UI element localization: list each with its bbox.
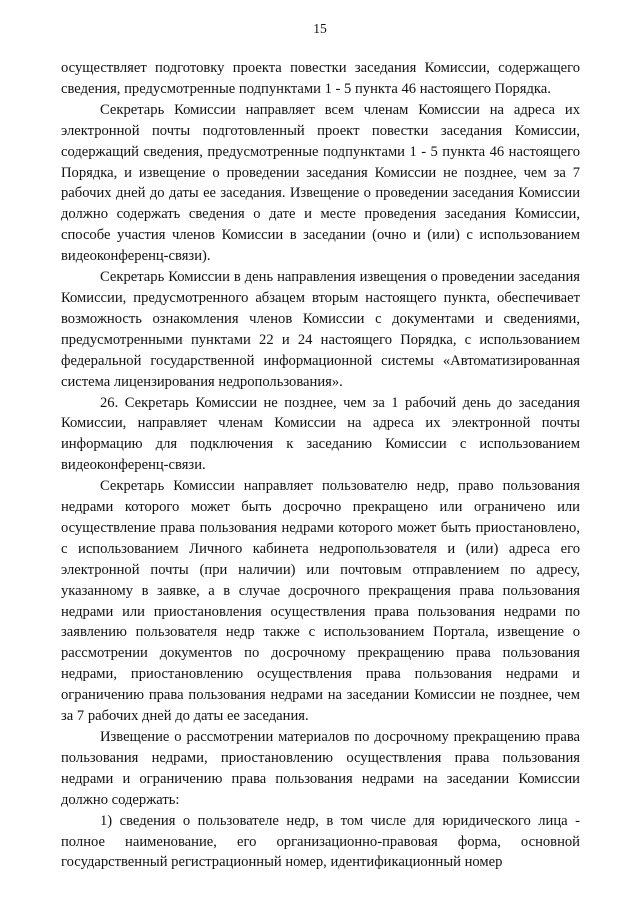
page-number: 15 bbox=[313, 21, 327, 36]
paragraph-list-item-1: 1) сведения о пользователе недр, в том числе для юридического лица - полное наименование, его организационно-правовая форма, основной государственный регистрационный номер, идентификационный номер bbox=[61, 812, 580, 871]
paragraph-agenda-notice: Секретарь Комиссии направляет всем членам Комиссии на адреса их электронной почты подготовленный проект повестки заседания Комиссии, содержащий сведения, предусмотренные подпунктами 1 - 5 пункта 46 настоящего Порядка, и извещение о проведении заседания Комиссии не позднее, чем за 7 рабочих дней до даты ее заседания. Извещение о проведении заседания Комиссии должно содержать сведения о дате и месте проведения заседания Комиссии, способе участия членов Комиссии в заседании (очно и (или) с использованием видеоконференц-связи). bbox=[61, 101, 580, 265]
paragraph-user-notice: Секретарь Комиссии направляет пользователю недр, право пользования недрами которого может быть досрочно прекращено или ограничено или осуществление права пользования недрами которого может быть приостановлено, с использованием Личного кабинета недропользователя и (или) адреса его электронной почты (при наличии) или почтовым отправлением по адресу, указанному в заявке, а в случае досрочного прекращения права пользования недрами или приостановления осуществления права пользования недрами по заявлению пользователя недр также с использованием Портала, извещение о рассмотрении документов по досрочному прекращению права пользования недрами, приостановлению осуществления права пользования недрами и ограничению права пользования недрами на заседании Комиссии не позднее, чем за 7 рабочих дней до даты ее заседания. bbox=[61, 478, 580, 725]
paragraph-item-26: 26. Секретарь Комиссии не позднее, чем за 1 рабочий день до заседания Комиссии, направляет членам Комиссии на адреса их электронной почты информацию для подключения к заседанию Комиссии с использованием видеоконференц-связи. bbox=[61, 394, 580, 474]
paragraph-notice-contents: Извещение о рассмотрении материалов по досрочному прекращению права пользования недрами, приостановлению осуществления права пользования недрами и ограничению права пользования недрами на заседании Комиссии должно содержать: bbox=[61, 729, 580, 808]
document-body bbox=[61, 58, 580, 873]
paragraph-continuation: осуществляет подготовку проекта повестки заседания Комиссии, содержащего сведения, предусмотренные подпунктами 1 - 5 пункта 46 настоящего Порядка. bbox=[61, 60, 580, 97]
paragraph-document-access: Секретарь Комиссии в день направления извещения о проведении заседания Комиссии, предусмотренного абзацем вторым настоящего пункта, обеспечивает возможность ознакомления членов Комиссии с документами и сведениями, предусмотренными пунктами 22 и 24 настоящего Порядка, с использованием федеральной государственной информационной системы «Автоматизированная система лицензирования недропользования». bbox=[61, 269, 580, 390]
